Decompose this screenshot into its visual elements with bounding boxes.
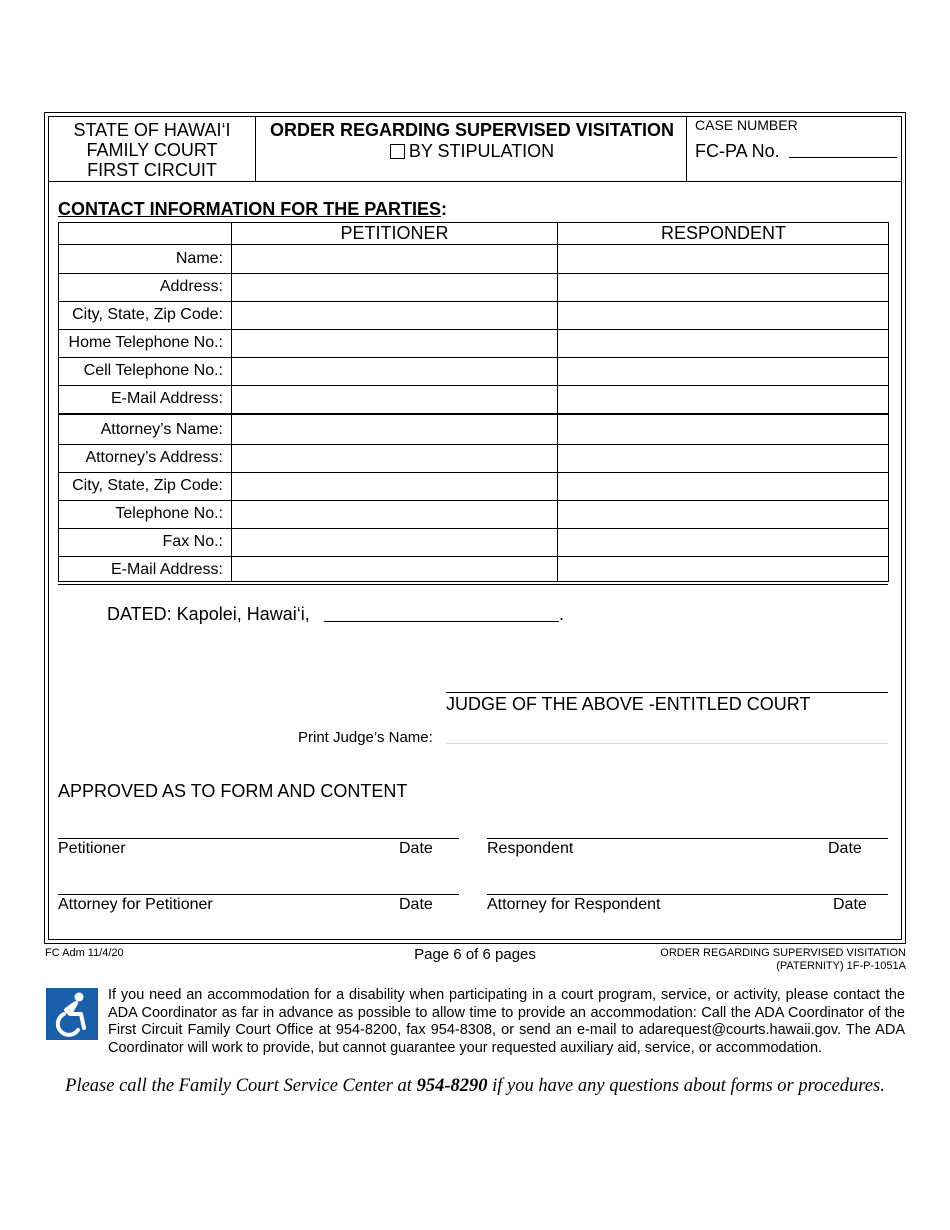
row-label: Attorney’s Address: (85, 449, 223, 466)
attorney-petitioner-signature-line[interactable] (58, 894, 459, 895)
respondent-field[interactable] (558, 363, 888, 385)
petitioner-field[interactable] (232, 478, 557, 500)
attorney-respondent-label: Attorney for Respondent (487, 896, 661, 913)
print-judge-name-field[interactable] (446, 743, 888, 744)
dated-period: . (559, 604, 565, 624)
row-label: Attorney’s Name: (100, 421, 223, 438)
court-line-circuit: FIRST CIRCUIT (87, 160, 217, 180)
row-label: Fax No.: (162, 533, 223, 550)
row-label: City, State, Zip Code: (72, 477, 223, 494)
attorney-petitioner-date-label: Date (399, 896, 433, 913)
petitioner-field[interactable] (232, 363, 557, 385)
contact-heading-colon: : (440, 199, 447, 219)
row-label: City, State, Zip Code: (72, 306, 223, 323)
row-label: Cell Telephone No.: (83, 362, 223, 379)
petitioner-column-header: PETITIONER (340, 223, 449, 243)
accessibility-icon (46, 988, 98, 1040)
petitioner-field[interactable] (232, 279, 557, 301)
contact-heading-text: CONTACT INFORMATION FOR THE PARTIES (58, 199, 441, 219)
form-title: ORDER REGARDING SUPERVISED VISITATION (269, 120, 675, 140)
stipulation-checkbox[interactable] (390, 144, 405, 159)
petitioner-field[interactable] (232, 307, 557, 329)
footer-form-title-line1: ORDER REGARDING SUPERVISED VISITATION (660, 947, 906, 959)
approved-heading: APPROVED AS TO FORM AND CONTENT (58, 781, 408, 801)
stipulation-label: BY STIPULATION (408, 141, 555, 161)
header-divider-left (255, 116, 256, 182)
stipulation-option[interactable] (258, 141, 686, 162)
respondent-field[interactable] (558, 251, 888, 273)
court-block (52, 120, 252, 180)
row-label: Address: (159, 278, 223, 295)
form-id: FC Adm 11/4/20 (45, 947, 124, 959)
contact-heading (58, 199, 447, 220)
row-label: Name: (175, 250, 223, 267)
dated-text: DATED: Kapolei, Hawai‘i, (107, 604, 310, 624)
petitioner-field[interactable] (232, 251, 557, 273)
attorney-respondent-date-label: Date (833, 896, 867, 913)
footer-form-title-line2: (PATERNITY) 1F-P-1051A (776, 960, 906, 972)
petitioner-field[interactable] (232, 450, 557, 472)
case-number-prefix: FC-PA No. (695, 141, 780, 161)
respondent-label: Respondent (487, 840, 574, 857)
petitioner-date-label: Date (399, 840, 433, 857)
attorney-section-divider (58, 414, 889, 415)
petitioner-field[interactable] (232, 506, 557, 528)
row-label: Telephone No.: (115, 505, 223, 522)
petitioner-field[interactable] (232, 391, 557, 413)
service-center-post: if you have any questions about forms or procedures. (487, 1076, 885, 1096)
table-header-line (58, 244, 889, 245)
respondent-date-label: Date (828, 840, 862, 857)
petitioner-field[interactable] (232, 534, 557, 556)
court-line-state: STATE OF HAWAI‘I (73, 120, 231, 140)
respondent-field[interactable] (558, 422, 888, 444)
respondent-field[interactable] (558, 450, 888, 472)
print-judge-label: Print Judge’s Name: (298, 729, 433, 746)
respondent-field[interactable] (558, 391, 888, 413)
service-center-note (40, 1076, 910, 1097)
petitioner-label: Petitioner (58, 840, 126, 857)
petitioner-field[interactable] (232, 562, 557, 584)
respondent-signature-line[interactable] (487, 838, 888, 839)
service-center-pre: Please call the Family Court Service Center at (65, 1076, 417, 1096)
respondent-field[interactable] (558, 562, 888, 584)
service-center-phone: 954-8290 (416, 1076, 488, 1096)
respondent-field[interactable] (558, 307, 888, 329)
respondent-field[interactable] (558, 279, 888, 301)
petitioner-field[interactable] (232, 422, 557, 444)
ada-notice: If you need an accommodation for a disability when participating in a court program, service, or activity, please contact the ADA Coordinator as far in advance as possible to allow time to provide an accommodation: Call the ADA Coordinator of the First Circuit Family Court Office at 954-8200, fax 954-8308, or send an e-mail to adarequest@courts.hawaii.gov. The ADA Coordinator will work to provide, but cannot guarantee your requested auxiliary aid, service, or accommodation. (108, 987, 905, 1056)
row-label: Home Telephone No.: (68, 334, 223, 351)
attorney-respondent-signature-line[interactable] (487, 894, 888, 895)
respondent-field[interactable] (558, 534, 888, 556)
dated-field[interactable] (324, 621, 559, 622)
respondent-field[interactable] (558, 335, 888, 357)
court-line-family: FAMILY COURT (86, 140, 218, 160)
page-number: Page 6 of 6 pages (414, 946, 536, 963)
header-divider (48, 181, 902, 182)
judge-title: JUDGE OF THE ABOVE -ENTITLED COURT (446, 694, 811, 714)
title-block (258, 120, 686, 162)
respondent-column-header: RESPONDENT (660, 223, 786, 243)
respondent-field[interactable] (558, 478, 888, 500)
attorney-petitioner-label: Attorney for Petitioner (58, 896, 213, 913)
footer-form-title (660, 947, 906, 973)
judge-signature-line[interactable] (446, 692, 888, 693)
petitioner-field[interactable] (232, 335, 557, 357)
row-label: E-Mail Address: (110, 390, 223, 407)
case-number-field[interactable] (789, 157, 897, 158)
case-number-label: CASE NUMBER (695, 117, 798, 133)
header-divider-right (686, 116, 687, 182)
petitioner-signature-line[interactable] (58, 838, 459, 839)
respondent-field[interactable] (558, 506, 888, 528)
row-label: E-Mail Address: (110, 561, 223, 578)
